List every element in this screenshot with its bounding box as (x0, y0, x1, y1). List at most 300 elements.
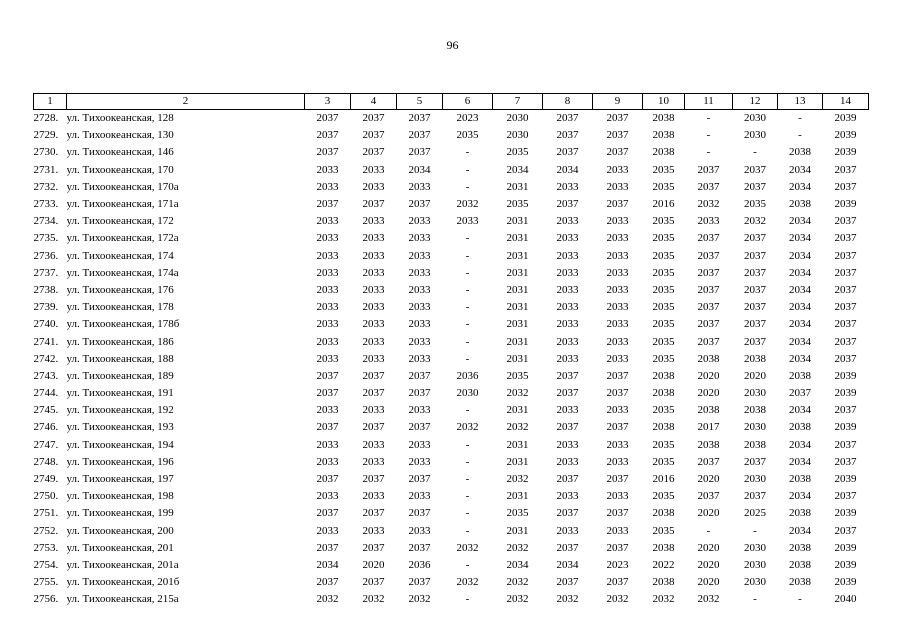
year-cell: - (706, 146, 711, 159)
year-cell: 2031 (506, 404, 529, 417)
year-cell: 2035 (652, 455, 675, 468)
year-cell: 2037 (556, 576, 579, 589)
year-cell: 2037 (834, 318, 857, 331)
year-cell: 2033 (408, 455, 431, 468)
year-cell: 2033 (362, 215, 385, 228)
year-cell: 2034 (316, 558, 339, 571)
address-cell: ул. Тихоокеанская, 178б (66, 318, 180, 331)
table-row (34, 591, 869, 608)
row-number: 2735. (33, 232, 59, 245)
year-cell: 2033 (556, 180, 579, 193)
year-cell: 2037 (408, 576, 431, 589)
year-cell: 2038 (652, 541, 675, 554)
year-cell: 2037 (556, 129, 579, 142)
year-cell: 2031 (506, 335, 529, 348)
year-cell: 2039 (834, 576, 857, 589)
year-cell: 2039 (834, 112, 857, 125)
year-cell: 2034 (789, 352, 811, 365)
year-cell: 2033 (316, 163, 339, 176)
year-cell: 2035 (652, 232, 675, 245)
year-cell: 2032 (456, 198, 479, 211)
year-cell: 2035 (652, 215, 675, 228)
year-cell: 2034 (789, 180, 811, 193)
year-cell: 2033 (362, 352, 385, 365)
year-cell: 2033 (456, 215, 479, 228)
column-header: 8 (543, 94, 593, 110)
year-cell: 2037 (697, 266, 720, 279)
row-number: 2733. (33, 198, 59, 211)
year-cell: 2038 (789, 473, 811, 486)
table-row (34, 265, 869, 282)
year-cell: 2033 (408, 438, 431, 451)
table-body (34, 110, 869, 609)
year-cell: 2030 (506, 112, 529, 125)
year-cell: 2032 (506, 541, 529, 554)
year-cell: 2038 (789, 421, 811, 434)
year-cell: 2033 (316, 404, 339, 417)
year-cell: 2037 (316, 507, 339, 520)
year-cell: 2037 (697, 180, 720, 193)
year-cell: 2037 (834, 301, 857, 314)
year-cell: 2033 (316, 232, 339, 245)
page-number: 96 (446, 38, 459, 52)
year-cell: 2037 (744, 163, 766, 176)
year-cell: 2037 (316, 576, 339, 589)
year-cell: - (706, 524, 711, 537)
year-cell: 2033 (362, 301, 385, 314)
year-cell: 2016 (652, 198, 675, 211)
address-cell: ул. Тихоокеанская, 215а (66, 593, 179, 606)
year-cell: 2034 (789, 232, 811, 245)
year-cell: 2031 (506, 249, 529, 262)
year-cell: 2038 (789, 198, 811, 211)
table-row (34, 540, 869, 557)
year-cell: - (465, 180, 470, 193)
year-cell: 2037 (362, 507, 385, 520)
address-cell: ул. Тихоокеанская, 146 (66, 146, 174, 159)
address-cell: ул. Тихоокеанская, 200 (66, 524, 174, 537)
year-cell: - (798, 593, 802, 606)
column-header: 14 (823, 94, 869, 110)
address-cell: ул. Тихоокеанская, 170а (66, 180, 179, 193)
year-cell: - (465, 507, 470, 520)
year-cell: 2032 (652, 593, 675, 606)
address-cell: ул. Тихоокеанская, 196 (66, 455, 174, 468)
year-cell: 2037 (362, 129, 385, 142)
year-cell: 2037 (408, 473, 431, 486)
year-cell: 2033 (362, 490, 385, 503)
year-cell: 2037 (316, 369, 339, 382)
year-cell: 2037 (408, 129, 431, 142)
address-cell: ул. Тихоокеанская, 186 (66, 335, 174, 348)
row-number: 2730. (33, 146, 59, 159)
column-header: 3 (305, 94, 351, 110)
year-cell: 2034 (789, 215, 811, 228)
year-cell: 2035 (652, 163, 675, 176)
year-cell: - (465, 455, 470, 468)
year-cell: 2033 (362, 163, 385, 176)
year-cell: 2031 (506, 490, 529, 503)
year-cell: 2037 (744, 301, 766, 314)
year-cell: 2037 (556, 198, 579, 211)
year-cell: 2038 (652, 576, 675, 589)
year-cell: 2033 (408, 404, 431, 417)
address-cell: ул. Тихоокеанская, 176 (66, 283, 174, 296)
address-cell: ул. Тихоокеанская, 172а (66, 232, 179, 245)
year-cell: 2037 (834, 352, 857, 365)
year-cell: 2032 (456, 541, 479, 554)
year-cell: 2034 (556, 163, 579, 176)
year-cell: 2038 (789, 507, 811, 520)
year-cell: 2037 (606, 541, 629, 554)
year-cell: 2033 (606, 318, 629, 331)
year-cell: - (706, 112, 711, 125)
year-cell: 2033 (316, 335, 339, 348)
year-cell: 2030 (744, 387, 766, 400)
table-row (34, 523, 869, 540)
year-cell: 2037 (556, 146, 579, 159)
table-row (34, 437, 869, 454)
year-cell: 2033 (408, 283, 431, 296)
table-row (34, 368, 869, 385)
year-cell: 2032 (744, 215, 766, 228)
table-row (34, 144, 869, 161)
year-cell: 2037 (744, 249, 766, 262)
row-number: 2731. (33, 163, 59, 176)
column-header: 13 (778, 94, 823, 110)
table-row (34, 402, 869, 419)
year-cell: 2031 (506, 301, 529, 314)
year-cell: - (465, 335, 470, 348)
year-cell: 2033 (316, 455, 339, 468)
year-cell: 2033 (556, 283, 579, 296)
table-row (34, 488, 869, 505)
year-cell: 2033 (606, 404, 629, 417)
row-number: 2744. (33, 387, 59, 400)
year-cell: 2034 (789, 283, 811, 296)
row-number: 2736. (33, 249, 59, 262)
year-cell: 2037 (834, 438, 857, 451)
year-cell: 2033 (408, 318, 431, 331)
year-cell: 2037 (744, 232, 766, 245)
year-cell: 2033 (697, 215, 720, 228)
year-cell: 2038 (652, 421, 675, 434)
year-cell: 2038 (789, 558, 811, 571)
year-cell: 2035 (506, 507, 529, 520)
year-cell: 2037 (744, 283, 766, 296)
year-cell: 2034 (789, 438, 811, 451)
year-cell: 2039 (834, 129, 857, 142)
year-cell: 2037 (606, 129, 629, 142)
year-cell: 2037 (834, 232, 857, 245)
table-row (34, 471, 869, 488)
year-cell: 2020 (697, 576, 720, 589)
year-cell: 2037 (606, 198, 629, 211)
year-cell: 2035 (456, 129, 479, 142)
row-number: 2739. (33, 301, 59, 314)
year-cell: - (465, 593, 470, 606)
table-row (34, 299, 869, 316)
year-cell: 2037 (316, 541, 339, 554)
year-cell: 2033 (556, 404, 579, 417)
address-cell: ул. Тихоокеанская, 128 (66, 112, 174, 125)
year-cell: 2038 (744, 352, 766, 365)
year-cell: 2033 (362, 335, 385, 348)
year-cell: 2033 (316, 490, 339, 503)
address-cell: ул. Тихоокеанская, 171а (66, 198, 179, 211)
year-cell: 2033 (408, 352, 431, 365)
year-cell: 2033 (556, 490, 579, 503)
year-cell: 2035 (652, 266, 675, 279)
year-cell: 2040 (834, 593, 857, 606)
row-number: 2751. (33, 507, 59, 520)
year-cell: 2037 (556, 421, 579, 434)
year-cell: 2033 (408, 301, 431, 314)
year-cell: - (465, 352, 470, 365)
year-cell: 2035 (652, 301, 675, 314)
year-cell: 2037 (316, 421, 339, 434)
year-cell: 2034 (789, 490, 811, 503)
year-cell: 2039 (834, 198, 857, 211)
year-cell: 2037 (697, 490, 720, 503)
year-cell: 2033 (408, 232, 431, 245)
row-number: 2734. (33, 215, 59, 228)
year-cell: 2037 (744, 490, 766, 503)
year-cell: 2034 (789, 335, 811, 348)
year-cell: 2016 (652, 473, 675, 486)
year-cell: 2037 (834, 249, 857, 262)
year-cell: 2037 (834, 490, 857, 503)
year-cell: 2039 (834, 558, 857, 571)
year-cell: 2032 (606, 593, 629, 606)
address-cell: ул. Тихоокеанская, 201а (66, 558, 179, 571)
row-number: 2732. (33, 180, 59, 193)
year-cell: 2037 (408, 112, 431, 125)
year-cell: - (465, 163, 470, 176)
year-cell: 2038 (697, 352, 720, 365)
year-cell: 2023 (606, 558, 629, 571)
row-number: 2743. (33, 369, 59, 382)
year-cell: 2037 (834, 455, 857, 468)
row-number: 2740. (33, 318, 59, 331)
year-cell: 2037 (744, 266, 766, 279)
year-cell: 2037 (408, 198, 431, 211)
address-cell: ул. Тихоокеанская, 191 (66, 387, 174, 400)
year-cell: 2038 (652, 387, 675, 400)
year-cell: 2033 (408, 524, 431, 537)
year-cell: 2038 (789, 541, 811, 554)
column-header: 9 (593, 94, 643, 110)
year-cell: 2030 (744, 576, 766, 589)
year-cell: 2037 (362, 421, 385, 434)
year-cell: 2033 (556, 215, 579, 228)
year-cell: 2032 (316, 593, 339, 606)
year-cell: 2033 (606, 232, 629, 245)
column-header: 2 (67, 94, 305, 110)
year-cell: 2037 (316, 387, 339, 400)
year-cell: 2037 (362, 112, 385, 125)
year-cell: 2020 (697, 369, 720, 382)
address-cell: ул. Тихоокеанская, 172 (66, 215, 174, 228)
year-cell: 2037 (316, 198, 339, 211)
year-cell: 2037 (408, 507, 431, 520)
year-cell: 2035 (652, 524, 675, 537)
year-cell: 2038 (652, 129, 675, 142)
column-header: 4 (351, 94, 397, 110)
year-cell: 2033 (316, 215, 339, 228)
year-cell: 2032 (506, 593, 529, 606)
year-cell: 2038 (789, 369, 811, 382)
year-cell: 2037 (606, 387, 629, 400)
year-cell: - (465, 438, 470, 451)
year-cell: 2033 (362, 232, 385, 245)
table-row (34, 419, 869, 436)
year-cell: 2032 (556, 593, 579, 606)
year-cell: 2037 (316, 129, 339, 142)
year-cell: 2039 (834, 541, 857, 554)
year-cell: 2033 (556, 266, 579, 279)
year-cell: 2035 (506, 369, 529, 382)
year-cell: 2033 (606, 283, 629, 296)
row-number: 2756. (33, 593, 59, 606)
address-cell: ул. Тихоокеанская, 194 (66, 438, 174, 451)
year-cell: 2037 (556, 541, 579, 554)
table-row (34, 230, 869, 247)
year-cell: 2037 (744, 335, 766, 348)
table-row (34, 196, 869, 213)
year-cell: - (465, 490, 470, 503)
address-cell: ул. Тихоокеанская, 174 (66, 249, 174, 262)
year-cell: 2032 (506, 473, 529, 486)
table-row (34, 127, 869, 144)
year-cell: 2033 (316, 266, 339, 279)
year-cell: 2034 (789, 524, 811, 537)
year-cell: 2037 (697, 232, 720, 245)
year-cell: 2035 (506, 198, 529, 211)
address-cell: ул. Тихоокеанская, 170 (66, 163, 174, 176)
year-cell: 2035 (652, 438, 675, 451)
address-cell: ул. Тихоокеанская, 189 (66, 369, 174, 382)
year-cell: 2033 (362, 266, 385, 279)
row-number: 2748. (33, 455, 59, 468)
row-number: 2728. (33, 112, 59, 125)
year-cell: 2033 (316, 524, 339, 537)
year-cell: - (706, 129, 711, 142)
year-cell: 2036 (408, 558, 431, 571)
column-header: 12 (733, 94, 778, 110)
address-cell: ул. Тихоокеанская, 193 (66, 421, 174, 434)
year-cell: 2037 (362, 146, 385, 159)
year-cell: 2037 (362, 541, 385, 554)
year-cell: 2035 (652, 335, 675, 348)
year-cell: 2033 (606, 352, 629, 365)
year-cell: 2037 (697, 163, 720, 176)
year-cell: 2037 (606, 146, 629, 159)
year-cell: 2034 (789, 163, 811, 176)
year-cell: 2037 (362, 198, 385, 211)
year-cell: 2037 (834, 335, 857, 348)
year-cell: 2033 (316, 438, 339, 451)
year-cell: 2033 (556, 352, 579, 365)
year-cell: 2033 (316, 249, 339, 262)
year-cell: 2036 (456, 369, 479, 382)
year-cell: 2032 (362, 593, 385, 606)
table-row (34, 333, 869, 350)
year-cell: 2038 (697, 404, 720, 417)
address-cell: ул. Тихоокеанская, 130 (66, 129, 174, 142)
year-cell: 2031 (506, 215, 529, 228)
year-cell: - (465, 404, 470, 417)
year-cell: 2033 (362, 318, 385, 331)
year-cell: - (753, 593, 757, 606)
year-cell: 2039 (834, 369, 857, 382)
year-cell: - (465, 249, 470, 262)
year-cell: 2033 (606, 524, 629, 537)
address-cell: ул. Тихоокеанская, 201б (66, 576, 180, 589)
year-cell: 2038 (652, 146, 675, 159)
year-cell: 2038 (697, 438, 720, 451)
year-cell: 2033 (606, 335, 629, 348)
year-cell: 2033 (556, 524, 579, 537)
year-cell: 2037 (362, 369, 385, 382)
year-cell: 2034 (789, 318, 811, 331)
year-cell: 2033 (606, 163, 629, 176)
year-cell: 2031 (506, 266, 529, 279)
year-cell: 2037 (834, 266, 857, 279)
year-cell: 2033 (408, 335, 431, 348)
year-cell: 2038 (652, 507, 675, 520)
year-cell: 2031 (506, 352, 529, 365)
year-cell: 2037 (697, 301, 720, 314)
year-cell: 2037 (362, 387, 385, 400)
year-cell: 2030 (744, 112, 766, 125)
year-cell: 2031 (506, 524, 529, 537)
column-header: 6 (443, 94, 493, 110)
table-row (34, 162, 869, 179)
year-cell: 2035 (652, 283, 675, 296)
year-cell: 2033 (316, 318, 339, 331)
year-cell: 2033 (408, 490, 431, 503)
year-cell: 2033 (408, 180, 431, 193)
year-cell: 2031 (506, 283, 529, 296)
year-cell: 2037 (556, 387, 579, 400)
year-cell: 2020 (362, 558, 385, 571)
year-cell: - (465, 473, 470, 486)
column-header: 10 (643, 94, 685, 110)
row-number: 2729. (33, 129, 59, 142)
year-cell: 2037 (834, 215, 857, 228)
year-cell: 2034 (789, 404, 811, 417)
row-number: 2753. (33, 541, 59, 554)
row-number: 2749. (33, 473, 59, 486)
year-cell: 2033 (408, 215, 431, 228)
year-cell: 2033 (606, 455, 629, 468)
year-cell: 2037 (556, 473, 579, 486)
year-cell: 2033 (606, 301, 629, 314)
table-row (34, 110, 869, 128)
year-cell: - (465, 266, 470, 279)
year-cell: 2033 (316, 180, 339, 193)
year-cell: 2037 (606, 576, 629, 589)
row-number: 2741. (33, 335, 59, 348)
year-cell: - (465, 146, 470, 159)
year-cell: 2037 (316, 112, 339, 125)
year-cell: 2037 (606, 421, 629, 434)
year-cell: 2037 (697, 318, 720, 331)
year-cell: 2033 (556, 249, 579, 262)
year-cell: 2037 (316, 146, 339, 159)
year-cell: - (465, 318, 470, 331)
